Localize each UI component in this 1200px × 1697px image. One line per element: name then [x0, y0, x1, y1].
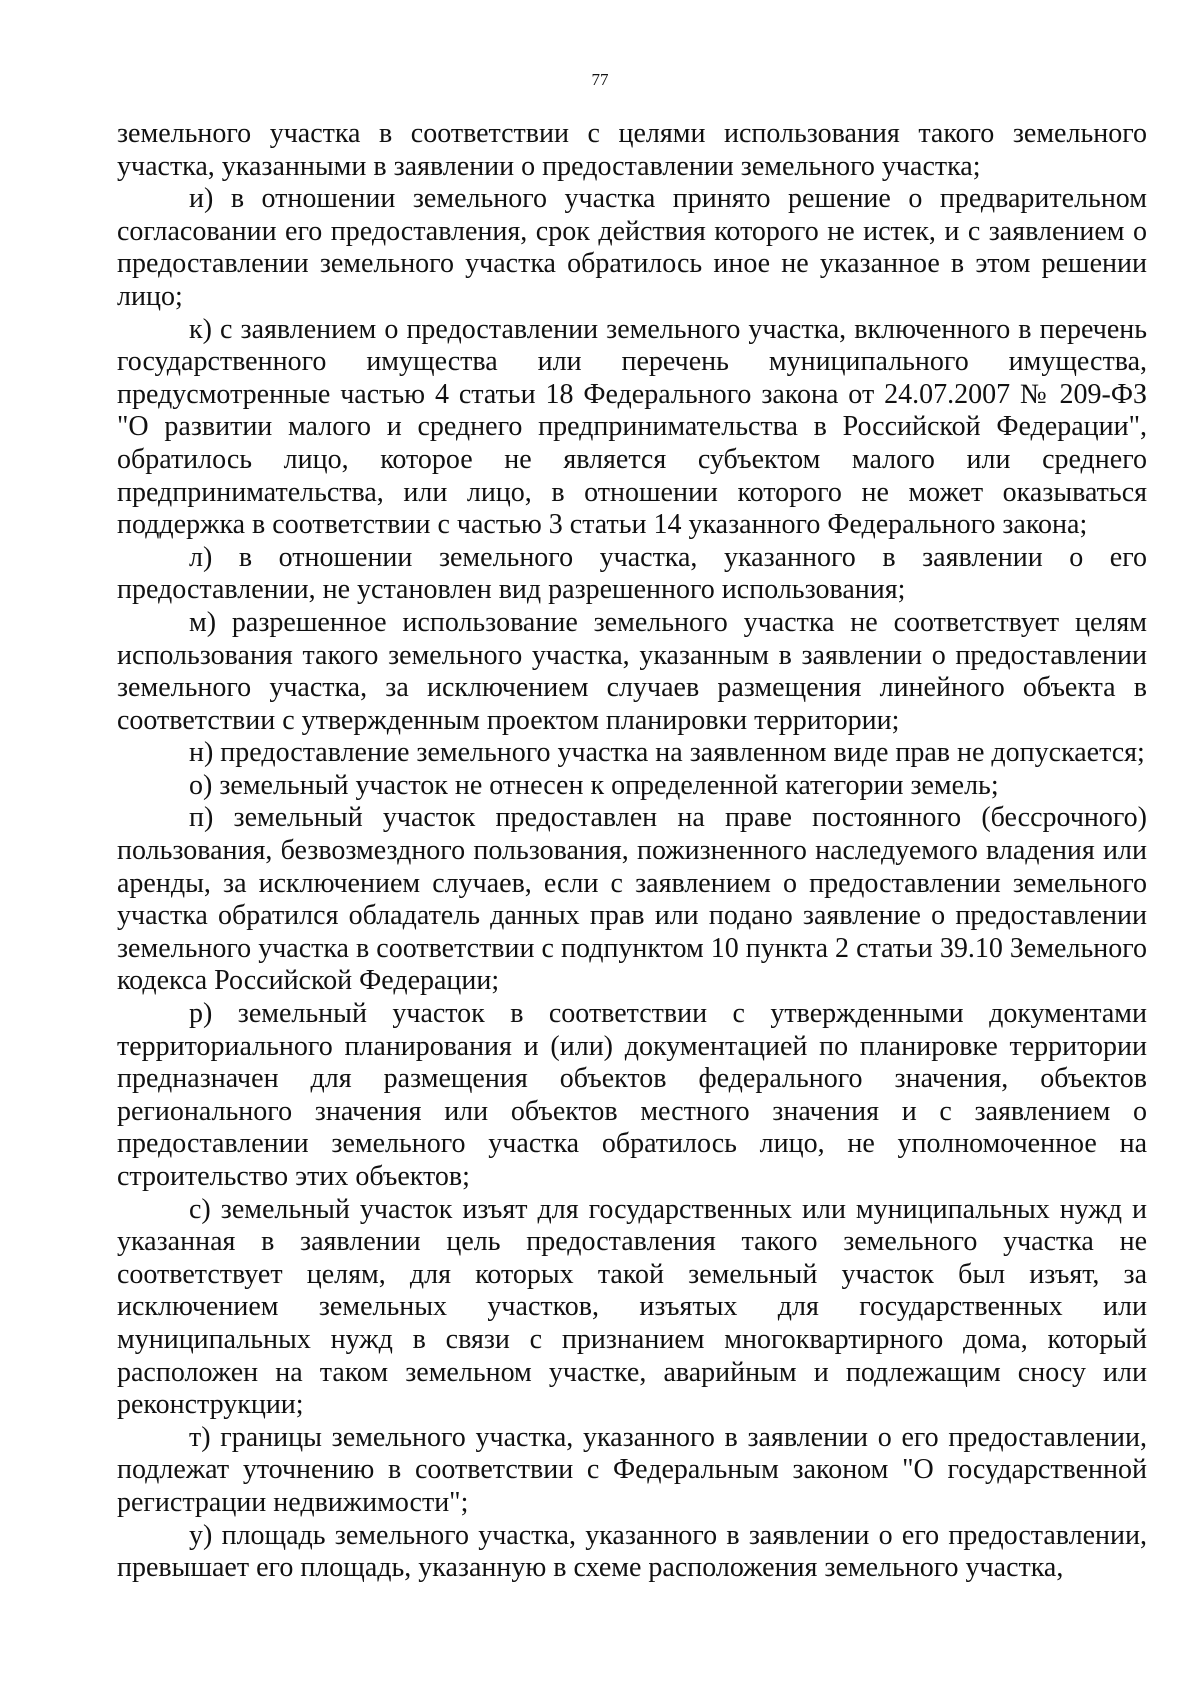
paragraph-continuation: земельного участка в соответствии с целями использования такого земельного участка, указанными в заявлении о предоставлении земельного участка; [117, 118, 1147, 182]
paragraph-item-m: м) разрешенное использование земельного участка не соответствует целям использования такого земельного участка, указанным в заявлении о предоставлении земельного участка, за исключением случаев размещения линейного объекта в соответствии с утвержденным проектом планировки территории; [117, 606, 1147, 736]
paragraph-item-u: у) площадь земельного участка, указанного в заявлении о его предоставлении, превышает его площадь, указанную в схеме расположения земельного участка, [117, 1519, 1147, 1584]
paragraph-item-n: н) предоставление земельного участка на заявленном виде прав не допускается; [189, 737, 1145, 769]
paragraph-item-o: о) земельный участок не отнесен к определенной категории земель; [189, 769, 999, 801]
document-body [117, 118, 1147, 1585]
paragraph-item-t: т) границы земельного участка, указанного в заявлении о его предоставлении, подлежат уточнению в соответствии с Федеральным законом "О государственной регистрации недвижимости"; [117, 1421, 1147, 1518]
paragraph-item-l: л) в отношении земельного участка, указанного в заявлении о его предоставлении, не установлен вид разрешенного использования; [117, 541, 1147, 606]
paragraph-item-i: и) в отношении земельного участка принято решение о предварительном согласовании его предоставления, срок действия которого не истек, и с заявлением о предоставлении земельного участка обратилось иное не указанное в этом решении лицо; [117, 183, 1147, 312]
paragraph-item-p: п) земельный участок предоставлен на праве постоянного (бессрочного) пользования, безвозмездного пользования, пожизненного наследуемого владения или аренды, за исключением случаев, если с заявлением о предоставлении земельного участка обратился обладатель данных прав или подано заявление о предоставлении земельного участка в соответствии с подпунктом 10 пункта 2 статьи 39.10 Земельного кодекса Российской Федерации; [117, 802, 1147, 997]
page-number: 77 [591, 70, 609, 89]
paragraph-item-s: с) земельный участок изъят для государственных или муниципальных нужд и указанная в заявлении цель предоставления такого земельного участка не соответствует целям, для которых такой земельный участок был изъят, за исключением земельных участков, изъятых для государственных или муниципальных нужд в связи с признанием многоквартирного дома, который расположен на таком земельном участке, аварийным и подлежащим сносу или реконструкции; [117, 1193, 1147, 1421]
paragraph-item-r: р) земельный участок в соответствии с утвержденными документами территориального планирования и (или) документацией по планировке территории предназначен для размещения объектов федерального значения, объектов регионального значения или объектов местного значения и с заявлением о предоставлении земельного участка обратилось лицо, не уполномоченное на строительство этих объектов; [117, 998, 1147, 1192]
paragraph-item-k: к) с заявлением о предоставлении земельного участка, включенного в перечень государственного имущества или перечень муниципального имущества, предусмотренные частью 4 статьи 18 Федерального закона от 24.07.2007 № 209-ФЗ "О развитии малого и среднего предпринимательства в Российской Федерации", обратилось лицо, которое не является субъектом малого или среднего предпринимательства, или лицо, в отношении которого не может оказываться поддержка в соответствии с частью 3 статьи 14 указанного Федерального закона; [117, 313, 1147, 541]
